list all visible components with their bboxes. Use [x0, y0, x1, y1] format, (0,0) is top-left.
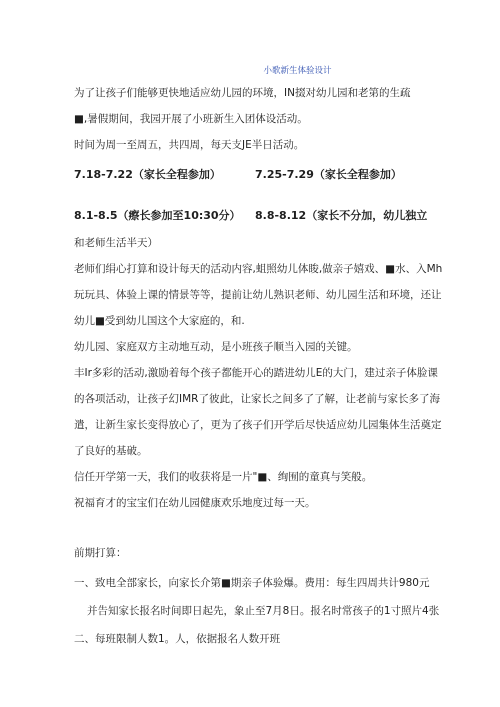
body-line-10: 祝福育才的宝宝们在幼儿园健康欢乐地度过每一天。 [74, 497, 316, 509]
body-line-3: 幼儿■受到幼儿国这个大家庭的，和. [74, 315, 245, 327]
schedule-week-3: 8.1-8.5（瘵长参加至10:30分） [74, 209, 241, 222]
plan-item-1: 一、致电全部家长，向家长介第■期亲子体验爆。费用：每生四周共计980元 [74, 577, 430, 589]
body-line-2: 玩玩具、体验上课的情景等等，提前让幼儿熟识老师、幼儿园生活和环境，还让 [74, 289, 442, 301]
schedule-week-4-cont: 和老师生活半天） [74, 237, 158, 249]
schedule-week-1: 7.18-7.22（家长全程参加） [74, 168, 221, 181]
body-line-5: 丰Ir多彩的活动,激励着每个孩子都能开心的踏进幼儿E的大门，建过亲子体脸课 [74, 367, 438, 379]
body-line-1: 老师们绢心打算和设计每天的活动内容,蛆照幼儿体睃,做亲子嬉戏、■水、入Mh [74, 263, 443, 275]
plan-item-1-cont: 并告知家长报名时间即日起先，象止至7月8日。报名时常孩子的1寸照片4张 [87, 605, 440, 617]
body-line-6: 的各项活动，让孩子幻IMR了彼此，让家长之间多了了解，让老前与家长多了海 [74, 393, 440, 405]
document-title: 小歌新生体验设计 [263, 66, 332, 76]
body-line-8: 了良好的基破。 [74, 445, 148, 457]
plan-heading: 前期打算： [74, 547, 127, 559]
intro-line-3: 时间为周一至周五，共四周，每天支JE半日活动。 [74, 139, 305, 151]
body-line-9: 信任开学第一天，我们的收获将是一片"■、绚囿的童真与笑般。 [74, 471, 373, 483]
body-line-4: 幼儿园、家庭双方主动地互动，是小班孩子顺当入园的关键。 [74, 341, 358, 353]
schedule-week-2: 7.25-7.29（家长全程参加） [255, 168, 402, 181]
plan-item-2: 二、每班限制人数1。人，依据报名人数开班 [74, 633, 281, 645]
intro-line-1: 为了让孩子们能够更快地适应幼儿园的环境，IN掇对幼儿园和老第的生疏 [74, 87, 411, 99]
schedule-week-4: 8.8-8.12（家长不分加，幼儿独立 [255, 209, 428, 222]
intro-line-2: ■,暑假期间，我园开展了小班新生入团体设活动。 [74, 113, 308, 125]
body-line-7: 遣，让新生家长变得放心了，更为了孩子们开学后尽快适应幼儿园集体生活奠定 [74, 419, 442, 431]
